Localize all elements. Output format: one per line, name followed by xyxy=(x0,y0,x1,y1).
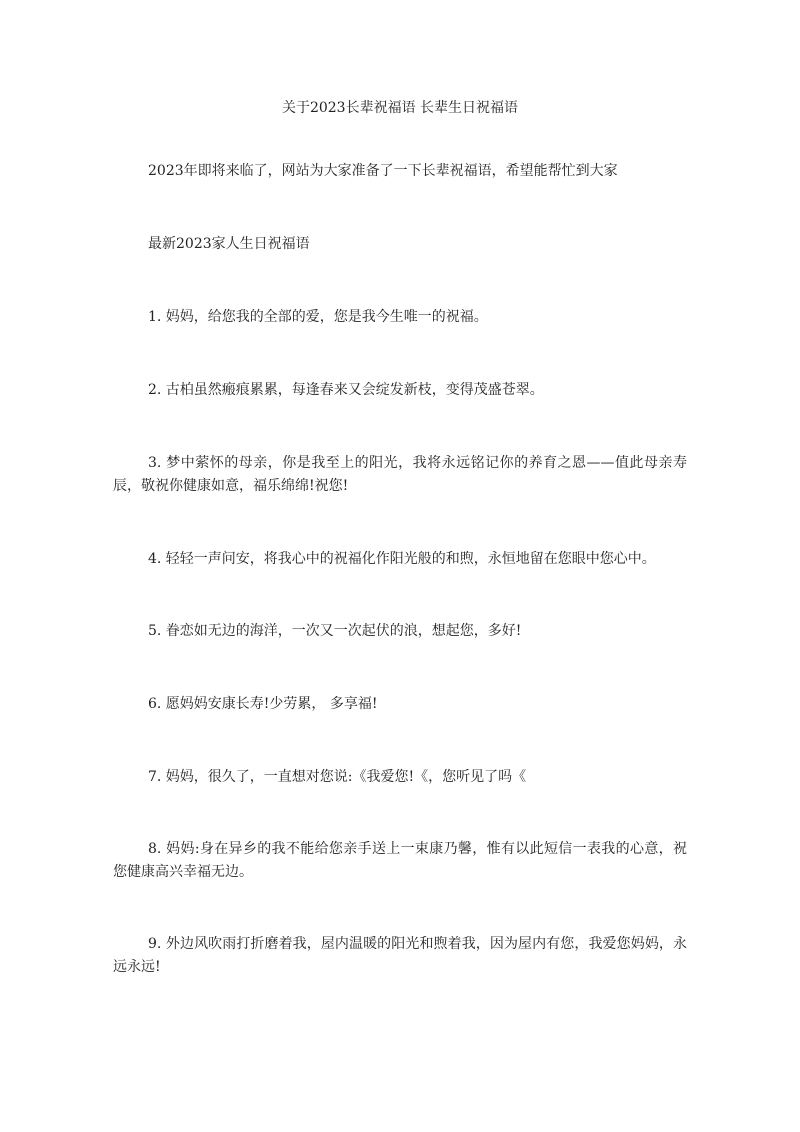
page-title: 关于2023长辈祝福语 长辈生日祝福语 xyxy=(281,100,519,116)
list-item: 1. 妈妈，给您我的全部的爱，您是我今生唯一的祝福。 xyxy=(148,309,488,325)
list-item: 2. 古柏虽然瘢痕累累，每逢春来又会绽发新枝，变得茂盛苍翠。 xyxy=(148,382,544,398)
list-item: 7. 妈妈，很久了，一直想对您说:《我爱您!《，您听见了吗《 xyxy=(148,769,527,785)
list-item: 5. 眷恋如无边的海洋，一次又一次起伏的浪，想起您，多好! xyxy=(148,623,522,639)
section-heading: 最新2023家人生日祝福语 xyxy=(148,236,310,252)
intro-paragraph: 2023年即将来临了，网站为大家准备了一下长辈祝福语，希望能帮忙到大家 xyxy=(148,163,618,179)
list-item: 6. 愿妈妈安康长寿!少劳累， 多享福! xyxy=(148,696,378,712)
list-item: 9. 外边风吹雨打折磨着我，屋内温暖的阳光和煦着我，因为屋内有您，我爱您妈妈，永远永远! xyxy=(113,936,687,975)
list-item: 4. 轻轻一声问安，将我心中的祝福化作阳光般的和煦，永恒地留在您眼中您心中。 xyxy=(148,551,656,567)
list-item: 8. 妈妈:身在异乡的我不能给您亲手送上一束康乃馨，惟有以此短信一表我的心意，祝您健康高兴幸福无边。 xyxy=(113,841,687,880)
list-item: 3. 梦中萦怀的母亲，你是我至上的阳光，我将永远铭记你的养育之恩——值此母亲寿辰，敬祝你健康如意，福乐绵绵!祝您! xyxy=(113,455,687,494)
